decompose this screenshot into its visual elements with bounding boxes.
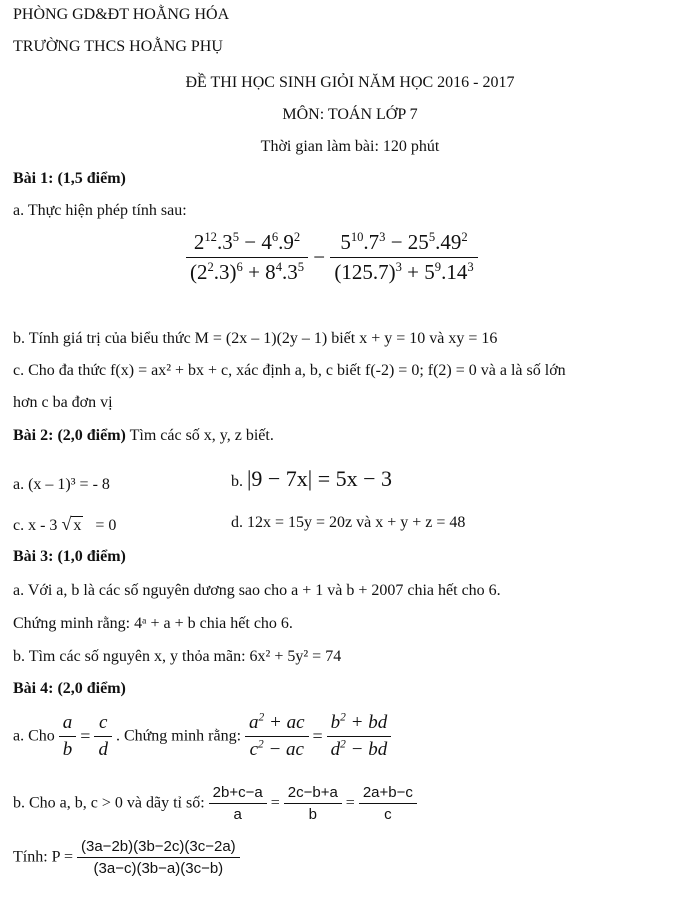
bai2-b-expression: |9 − 7x| = 5x − 3	[247, 466, 393, 491]
header-school-name: TRƯỜNG THCS HOẰNG PHỤ	[13, 38, 223, 55]
ratio3-numerator: 2a+b−c	[359, 784, 417, 804]
ratio2-numerator: 2c−b+a	[284, 784, 342, 804]
bai1-c-line1: c. Cho đa thức f(x) = ax² + bx + c, xác định a, b, c biết f(-2) = 0; f(2) = 0 và a là số lớn	[13, 362, 566, 379]
bai2-b-label: b.	[231, 473, 243, 490]
exam-title: ĐỀ THI HỌC SINH GIỎI NĂM HỌC 2016 - 2017	[185, 74, 515, 91]
bai1-title: Bài 1: (1,5 điểm)	[13, 170, 126, 187]
ratio3-denominator: c	[384, 806, 392, 823]
bai4-a-middle: . Chứng minh rằng:	[115, 727, 242, 745]
bai1-b: b. Tính giá trị của biểu thức M = (2x – 1)(2y – 1) biết x + y = 10 và xy = 16	[13, 330, 498, 347]
bai2-d: d. 12x = 15y = 20z và x + y + z = 48	[231, 514, 466, 531]
bai2-c-prefix: c. x - 3	[13, 517, 58, 534]
exam-subject: MÔN: TOÁN LỚP 7	[282, 106, 418, 123]
p-numerator: (3a−2b)(3b−2c)(3c−2a)	[77, 838, 240, 858]
bai3-b: b. Tìm các số nguyên x, y thỏa mãn: 6x² + 5y² = 74	[13, 648, 342, 665]
bai1-a: a. Thực hiện phép tính sau:	[13, 202, 187, 219]
bai4-b: b. Cho a, b, c > 0 và dãy tỉ số: $\frac{2b+c-a}{a}$ = $\frac{2c-b+a}{b}$ = $\frac{2a+b-c}{c}$	[13, 784, 417, 823]
bai3-title: Bài 3: (1,0 điểm)	[13, 548, 126, 565]
bai3-a-line2: Chứng minh rằng: 4ᵃ + a + b chia hết cho 6.	[13, 615, 293, 632]
ratio1-denominator: a	[233, 806, 242, 823]
bai2-title: Bài 2: (2,0 điểm)	[13, 427, 126, 444]
bai4-a: a. Cho $\frac{a}{b}$ = $\frac{c}{d}$ . Chứng minh rằng: $\frac{a^2 + ac}{c^2 - ac}$ = $\frac{b^2 + bd}{d^2 - bd}$	[13, 712, 391, 761]
ratio2-denominator: b	[308, 806, 317, 823]
bai1-a-expression: $\frac{2^{12}.3^5 - 4^6.9^2}{(2^2.3)^6 + 8^4.3^5}$ − $\frac{5^{10}.7^3 - 25^5.49^2}{(125.7)^3 + 5^9.14^3}$	[186, 230, 478, 285]
bai4-a-prefix: a. Cho	[13, 727, 55, 745]
bai4-b-text: b. Cho a, b, c > 0 và dãy tỉ số:	[13, 794, 205, 812]
bai2-intro: Tìm các số x, y, z biết.	[129, 427, 274, 444]
p-denominator: (3a−c)(3b−a)(3c−b)	[93, 860, 224, 877]
bai2-c-suffix: = 0	[95, 517, 117, 534]
bai2-c: c. x - 3 √ x = 0	[13, 514, 117, 534]
ratio1-numerator: 2b+c−a	[209, 784, 267, 804]
header-school-office: PHÒNG GD&ĐT HOẰNG HÓA	[13, 6, 230, 23]
bai4-title: Bài 4: (2,0 điểm)	[13, 680, 126, 697]
bai4-p	[13, 838, 240, 877]
exam-time: Thời gian làm bài: 120 phút	[260, 138, 440, 155]
bai1-c-line2: hơn c ba đơn vị	[13, 394, 113, 411]
bai2-c-radicand: x	[73, 517, 82, 534]
bai3-a-line1: a. Với a, b là các số nguyên dương sao cho a + 1 và b + 2007 chia hết cho 6.	[13, 582, 501, 599]
bai2-a: a. (x – 1)³ = - 8	[13, 476, 110, 493]
bai4-p-label: Tính: P =	[13, 848, 73, 866]
